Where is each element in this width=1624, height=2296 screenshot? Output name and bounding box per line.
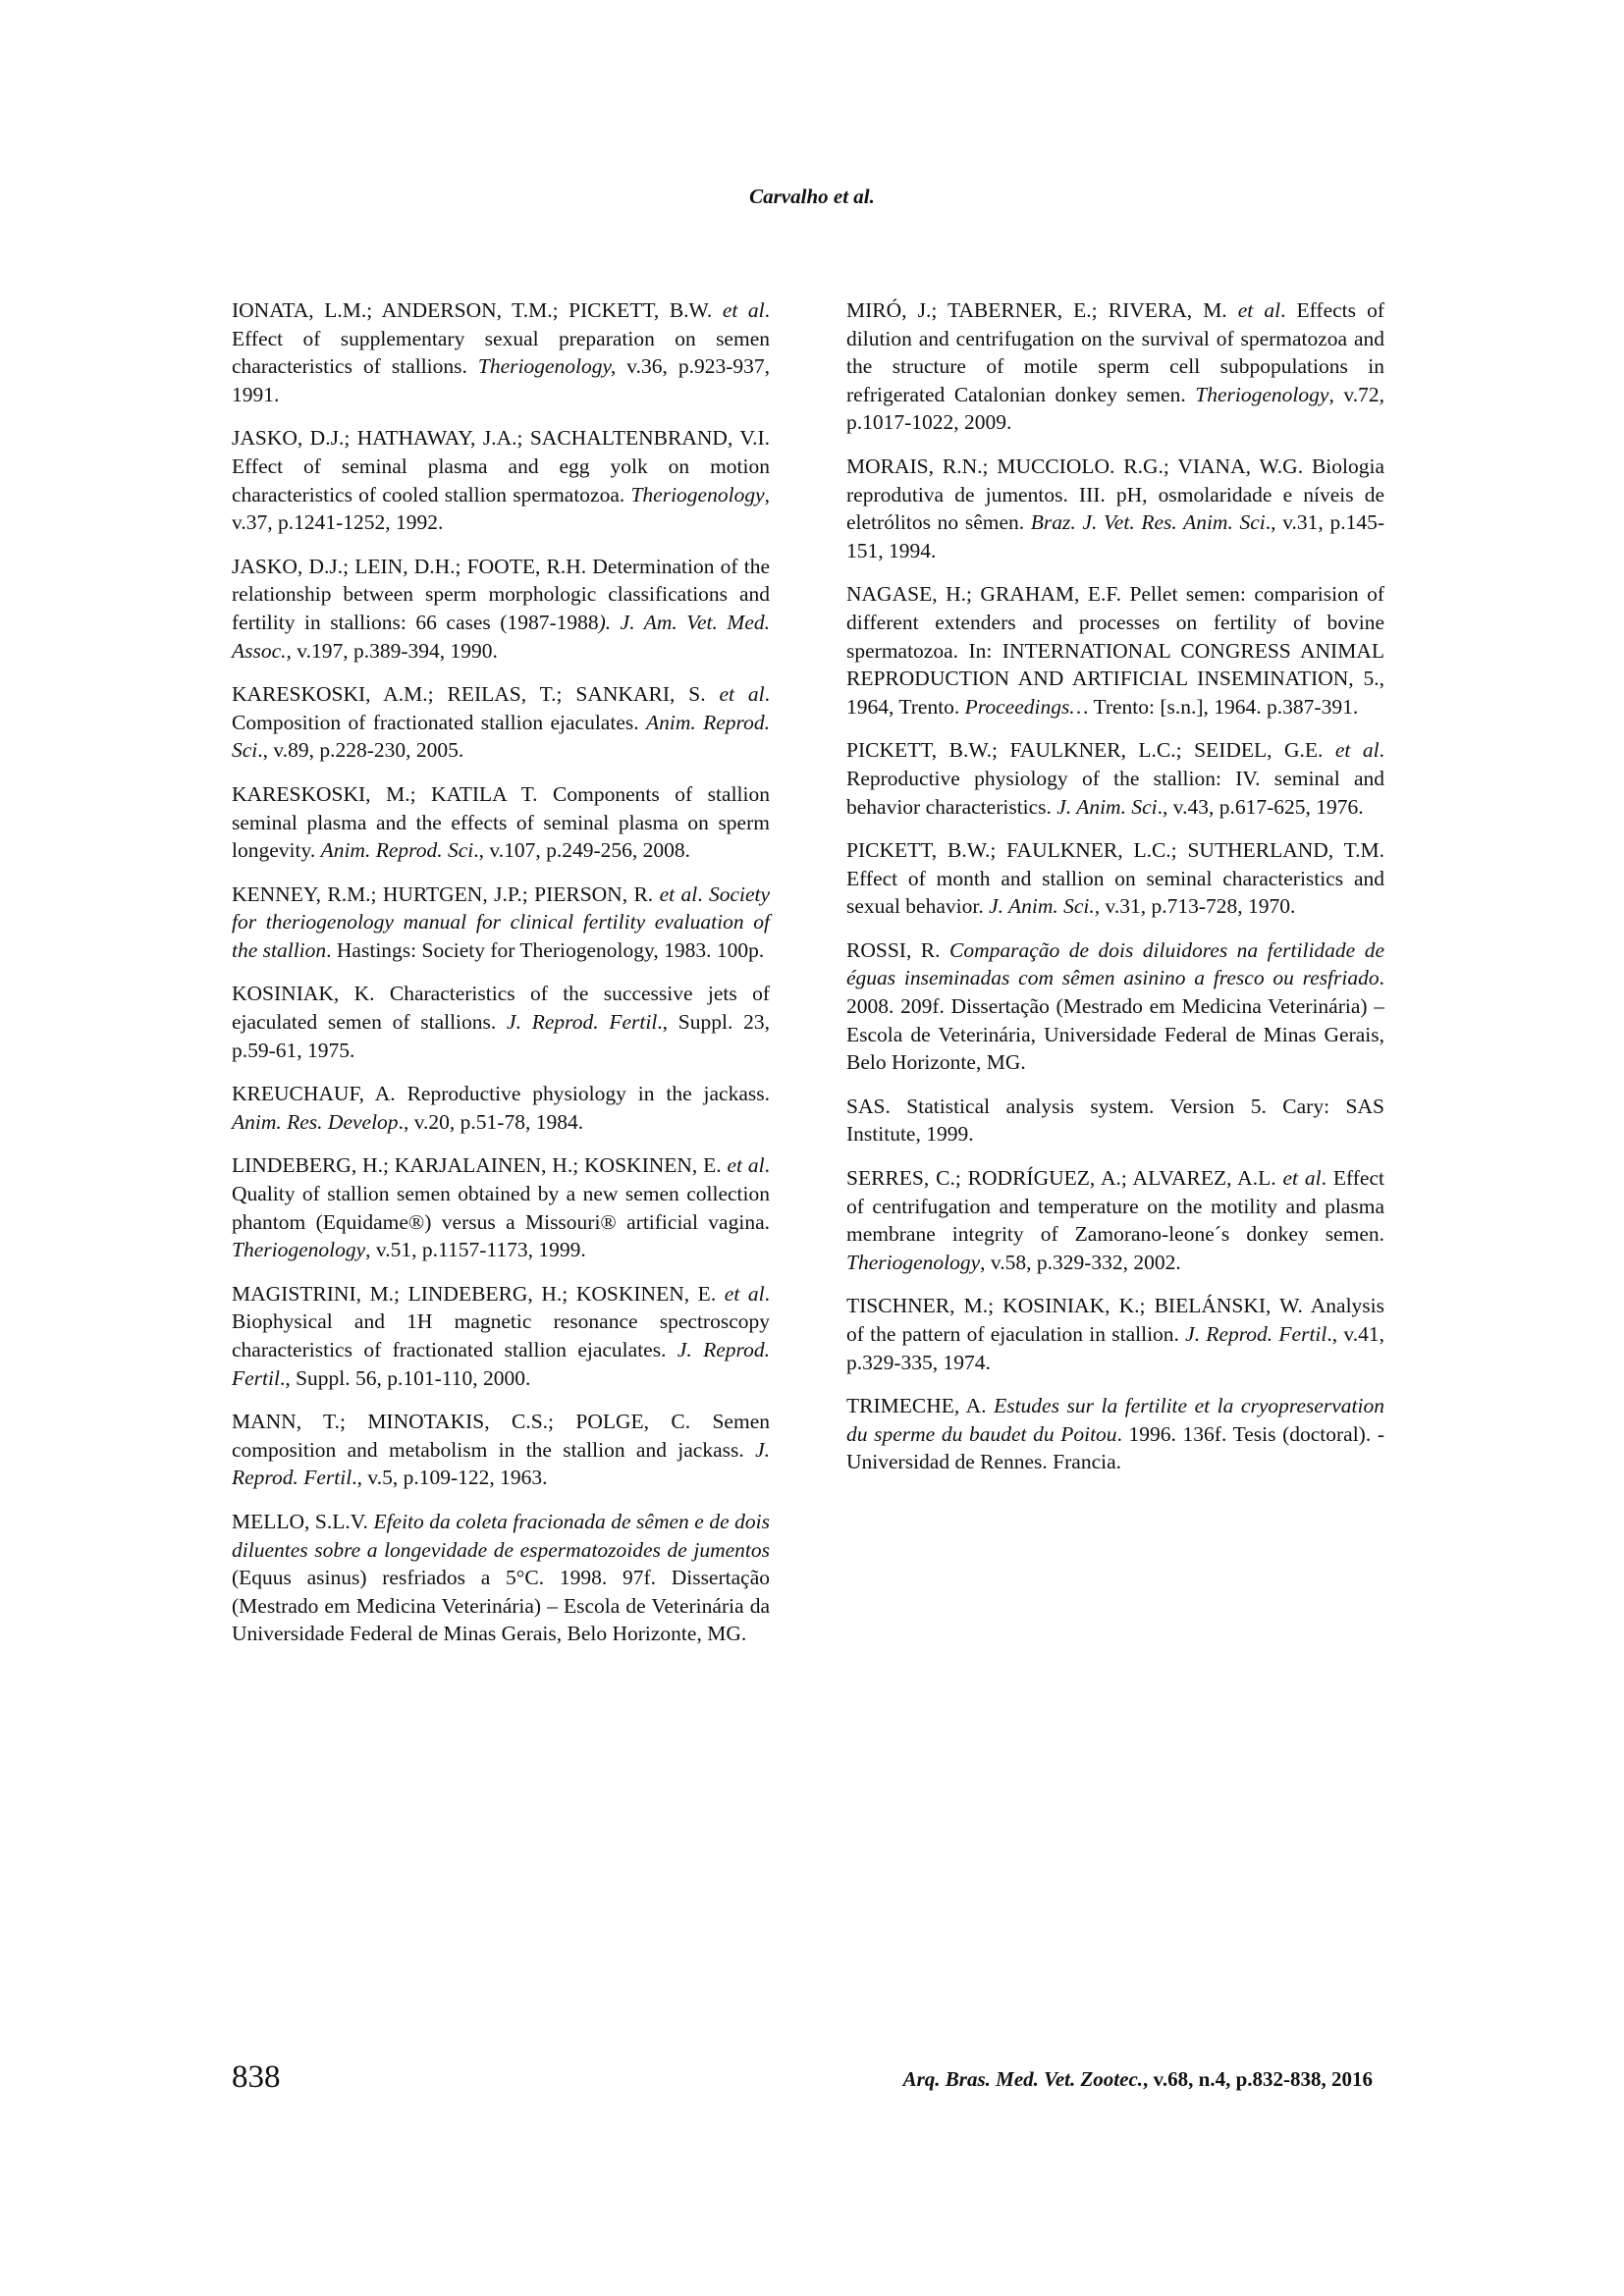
- reference-text: ., v.31, p.145-151, 1994.: [846, 510, 1384, 562]
- reference-text: TISCHNER, M.; KOSINIAK, K.; BIELÁNSKI, W. Analysis of the pattern of ejaculation in stallion.: [846, 1294, 1384, 1346]
- reference-text: , v.58, p.329-332, 2002.: [980, 1250, 1181, 1274]
- reference-text: . 2008. 209f. Dissertação (Mestrado em Medicina Veterinária) – Escola de Veterinária, Universidade Federal de Minas Gerais, Belo Horizonte, MG.: [846, 966, 1384, 1075]
- reference-entry: [232, 1408, 770, 1492]
- reference-italic-text: J. Anim. Sci.,: [989, 894, 1101, 919]
- reference-italic-text: Anim. Res. Develop: [232, 1109, 399, 1134]
- reference-italic-text: et al: [722, 298, 765, 322]
- reference-text: . Effect of centrifugation and temperature on the motility and plasma membrane integrity of Zamorano-leone´s donkey semen.: [846, 1166, 1384, 1247]
- reference-text: ., v.20, p.51-78, 1984.: [398, 1109, 584, 1134]
- reference-text: SAS. Statistical analysis system. Version 5. Cary: SAS Institute, 1999.: [846, 1094, 1384, 1147]
- reference-text: JASKO, D.J.; LEIN, D.H.; FOOTE, R.H. Determination of the relationship between sperm morphologic classifications and fertility in stallions: 66 cases (1987-1988: [232, 554, 770, 634]
- reference-text: . Effect of supplementary sexual preparation on semen characteristics of stallions.: [232, 298, 770, 379]
- reference-text: KARESKOSKI, M.; KATILA T. Components of stallion seminal plasma and the effects of seminal plasma on sperm longevity.: [232, 781, 770, 863]
- reference-text: . Composition of fractionated stallion ejaculates.: [232, 682, 770, 734]
- reference-text: . 1996. 136f. Tesis (doctoral). - Universidad de Rennes. Francia.: [846, 1421, 1384, 1474]
- reference-italic-text: et al: [1334, 738, 1380, 763]
- reference-text: ., v.41, p.329-335, 1974.: [846, 1322, 1384, 1374]
- reference-italic-text: et al: [724, 1281, 765, 1306]
- reference-text: KARESKOSKI, A.M.; REILAS, T.; SANKARI, S.: [232, 682, 720, 707]
- reference-italic-text: J. Reprod. Fertil: [1185, 1322, 1327, 1346]
- reference-text: ., v.107, p.249-256, 2008.: [473, 838, 690, 863]
- reference-entry: [846, 1164, 1384, 1276]
- reference-italic-text: Theriogenology: [846, 1250, 981, 1274]
- reference-text: TRIMECHE, A.: [846, 1394, 995, 1418]
- reference-italic-text: Theriogenology: [630, 482, 765, 507]
- reference-text: IONATA, L.M.; ANDERSON, T.M.; PICKETT, B.W.: [232, 298, 723, 322]
- reference-text: KOSINIAK, K. Characteristics of the successive jets of ejaculated semen of stallions.: [232, 982, 770, 1035]
- reference-italic-text: Theriogenology: [232, 1238, 366, 1262]
- reference-text: . Biophysical and 1H magnetic resonance spectroscopy characteristics of fractionated stallion ejaculates.: [232, 1281, 770, 1362]
- reference-entry: [232, 680, 770, 765]
- reference-italic-text: Efeito da coleta fracionada de sêmen e de dois diluentes sobre a longevidade de espermatozoides de jumentos: [232, 1509, 771, 1562]
- reference-italic-text: Theriogenology,: [477, 354, 617, 379]
- reference-entry: [846, 580, 1384, 721]
- reference-italic-text: Anim. Reprod. Sci: [320, 838, 474, 863]
- running-header: Carvalho et al.: [749, 185, 875, 208]
- reference-italic-text: et al: [1237, 298, 1281, 322]
- reference-text: MAGISTRINI, M.; LINDEBERG, H.; KOSKINEN, E.: [232, 1281, 725, 1306]
- reference-text: MORAIS, R.N.; MUCCIOLO. R.G.; VIANA, W.G. Biologia reprodutiva de jumentos. III. pH, osmolaridade e níveis de eletrólitos no sêmen.: [846, 454, 1384, 535]
- reference-text: v.197, p.389-394, 1990.: [291, 638, 498, 663]
- reference-italic-text: J. Reprod. Fertil: [507, 1010, 658, 1035]
- reference-text: SERRES, C.; RODRÍGUEZ, A.; ALVAREZ, A.L.: [846, 1166, 1283, 1191]
- reference-text: ROSSI, R.: [846, 937, 949, 962]
- reference-entry: [846, 453, 1384, 564]
- reference-text: MELLO, S.L.V.: [232, 1509, 374, 1533]
- reference-text: MIRÓ, J.; TABERNER, E.; RIVERA, M.: [846, 298, 1238, 322]
- reference-text: JASKO, D.J.; HATHAWAY, J.A.; SACHALTENBRAND, V.I. Effect of seminal plasma and egg yolk on motion characteristics of cooled stallion spermatozoa.: [232, 426, 770, 507]
- reference-italic-text: J. Reprod. Fertil: [232, 1437, 770, 1490]
- reference-entry: [232, 980, 770, 1064]
- reference-text: MANN, T.; MINOTAKIS, C.S.; POLGE, C. Semen composition and metabolism in the stallion and jackass.: [232, 1410, 770, 1462]
- reference-italic-text: Estudes sur la fertilite et la cryopreservation du sperme du baudet du Poitou: [846, 1394, 1384, 1446]
- reference-entry: [846, 836, 1384, 921]
- reference-italic-text: ). J. Am. Vet. Med. Assoc.,: [232, 610, 770, 663]
- reference-text: .: [697, 881, 709, 906]
- reference-entry: [846, 1292, 1384, 1376]
- reference-text: KREUCHAUF, A. Reproductive physiology in the jackass.: [232, 1082, 770, 1106]
- page-number: 838: [232, 2059, 281, 2095]
- reference-text: . Quality of stallion semen obtained by a new semen collection phantom (Equidame®) versus a Missouri® artificial vagina.: [232, 1153, 770, 1234]
- journal-name: Arq. Bras. Med. Vet. Zootec.: [902, 2067, 1144, 2091]
- reference-entry: [232, 1280, 770, 1392]
- reference-text: , v.72, p.1017-1022, 2009.: [846, 382, 1384, 435]
- reference-text: . Reproductive physiology of the stallion: IV. seminal and behavior characteristics.: [846, 738, 1384, 819]
- reference-text: (Equus asinus) resfriados a 5°C. 1998. 97f. Dissertação (Mestrado em Medicina Veterinária) – Escola de Veterinária da Universidade Federal de Minas Gerais, Belo Horizonte, MG.: [232, 1566, 770, 1646]
- reference-entry: [232, 1151, 770, 1263]
- reference-entry: [846, 1093, 1384, 1148]
- reference-text: . Hastings: Society for Theriogenology, 1983. 100p.: [326, 937, 765, 962]
- reference-entry: [232, 780, 770, 865]
- reference-italic-text: Braz. J. Vet. Res. Anim. Sci: [1030, 510, 1266, 535]
- reference-text: ., v.43, p.617-625, 1976.: [1157, 794, 1364, 819]
- reference-entry: [846, 296, 1384, 437]
- reference-entry: [232, 1508, 770, 1648]
- reference-text: PICKETT, B.W.; FAULKNER, L.C.; SUTHERLAND, T.M. Effect of month and stallion on seminal characteristics and sexual behavior.: [846, 838, 1384, 919]
- reference-entry: [846, 1392, 1384, 1476]
- journal-citation: [903, 2067, 1373, 2092]
- reference-italic-text: Comparação de dois diluidores na fertilidade de éguas inseminadas com sêmen asinino a fresco ou resfriado: [846, 937, 1384, 990]
- reference-text: . Effects of dilution and centrifugation on the survival of spermatozoa and the structure of motile sperm cell subpopulations in refrigerated Catalonian donkey semen.: [846, 298, 1384, 406]
- reference-text: , v.37, p.1241-1252, 1992.: [232, 482, 770, 535]
- reference-entry: [232, 881, 770, 965]
- reference-italic-text: et al: [719, 682, 765, 707]
- reference-italic-text: Anim. Reprod. Sci: [232, 710, 770, 763]
- reference-italic-text: et al: [727, 1153, 765, 1178]
- reference-italic-text: Proceedings…: [964, 694, 1089, 719]
- reference-italic-text: et al: [659, 881, 698, 906]
- reference-text: PICKETT, B.W.; FAULKNER, L.C.; SEIDEL, G.E.: [846, 738, 1335, 763]
- reference-text: Trento: [s.n.], 1964. p.387-391.: [1088, 694, 1359, 719]
- reference-entry: [846, 736, 1384, 821]
- reference-italic-text: J. Anim. Sci: [1056, 794, 1158, 819]
- reference-italic-text: et al: [1282, 1166, 1322, 1191]
- reference-text: , v.51, p.1157-1173, 1999.: [365, 1238, 586, 1262]
- reference-text: KENNEY, R.M.; HURTGEN, J.P.; PIERSON, R.: [232, 881, 660, 906]
- reference-entry: [232, 296, 770, 408]
- reference-italic-text: Theriogenology: [1195, 382, 1329, 406]
- reference-text: NAGASE, H.; GRAHAM, E.F. Pellet semen: comparision of different extenders and processes on fertility of bovine spermatozoa. In: INTERNATIONAL CONGRESS ANIMAL REPRODUCTION AND ARTIFICIAL INSEMINATION, 5., 1964, Trento.: [846, 582, 1384, 719]
- volume-info: , v.68, n.4, p.832-838, 2016: [1143, 2067, 1373, 2091]
- reference-text: ., v.5, p.109-122, 1963.: [352, 1466, 548, 1490]
- reference-text: ., v.89, p.228-230, 2005.: [257, 738, 464, 763]
- reference-text: ., Suppl. 56, p.101-110, 2000.: [279, 1365, 531, 1390]
- references-right-column: [846, 296, 1384, 1492]
- reference-text: v.36, p.923-937, 1991.: [232, 354, 770, 406]
- reference-text: v.31, p.713-728, 1970.: [1100, 894, 1296, 919]
- reference-entry: [232, 553, 770, 665]
- reference-italic-text: Society for theriogenology manual for clinical fertility evaluation of the stallion: [232, 881, 771, 962]
- reference-entry: [846, 936, 1384, 1077]
- reference-entry: [232, 1080, 770, 1136]
- reference-text: ., Suppl. 23, p.59-61, 1975.: [232, 1010, 770, 1062]
- references-left-column: [232, 296, 770, 1664]
- reference-italic-text: J. Reprod. Fertil: [232, 1338, 770, 1390]
- reference-text: LINDEBERG, H.; KARJALAINEN, H.; KOSKINEN, E.: [232, 1153, 728, 1178]
- reference-entry: [232, 424, 770, 536]
